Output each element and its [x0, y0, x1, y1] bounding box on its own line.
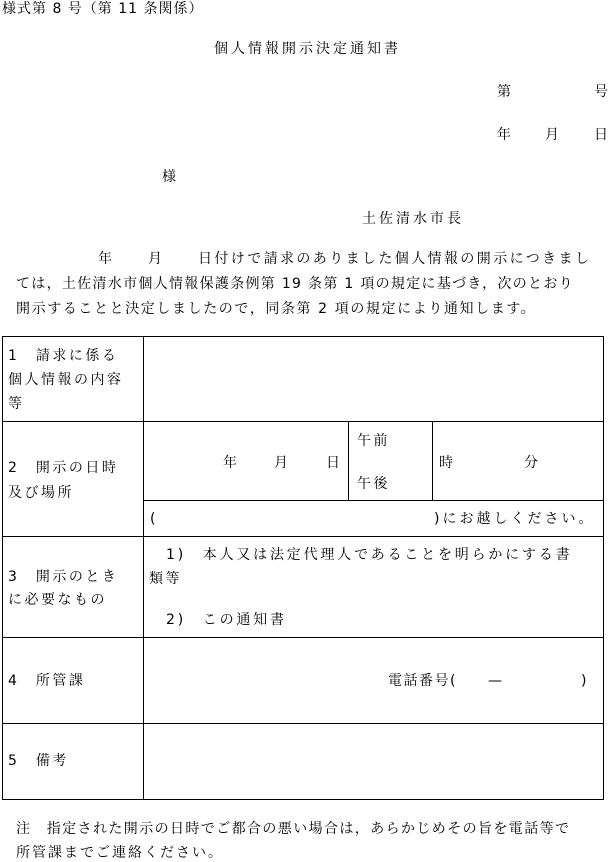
row2-ampm-cell[interactable] — [348, 421, 433, 501]
row2-label-cell — [2, 421, 144, 537]
row4-label-cell — [2, 637, 144, 724]
row1-label-cell — [2, 336, 144, 422]
row3-content-cell[interactable] — [143, 536, 604, 638]
number-prefix: 第 — [497, 84, 514, 100]
row4-label: 4 所管課 — [8, 673, 86, 689]
recipient-suffix: 様 — [162, 169, 179, 185]
row3-item2: 2) この通知書 — [166, 612, 287, 628]
body-year: 年 — [98, 251, 115, 267]
row2-label-line1: 2 開示の日時 — [8, 460, 119, 476]
row2-label-line2: 及び場所 — [8, 485, 74, 501]
row5-label-cell — [2, 723, 144, 800]
date-day: 日 — [594, 127, 610, 143]
row5-content-cell[interactable] — [143, 723, 604, 800]
row2-day: 日 — [326, 455, 343, 471]
date-month: 月 — [545, 127, 562, 143]
issuer-name: 土佐清水市長 — [362, 211, 464, 227]
row3-label-line2: に必要なもの — [8, 592, 107, 608]
row2-hour: 時 — [439, 455, 456, 471]
number-suffix: 号 — [594, 84, 610, 100]
row3-item1-line2: 類等 — [149, 571, 182, 587]
body-line3: 開示することと決定しましたので，同条第 2 項の規定により通知します。 — [16, 301, 537, 317]
row4-content-cell[interactable] — [143, 637, 604, 724]
row5-label: 5 備考 — [8, 753, 69, 769]
row2-time-cell[interactable] — [432, 421, 604, 501]
form-number: 様式第 8 号（第 11 条関係） — [2, 1, 204, 17]
row4-phone: 電話番号( — ) — [388, 673, 588, 689]
row2-month: 月 — [274, 455, 291, 471]
body-month: 月 — [148, 251, 165, 267]
row2-minute: 分 — [524, 455, 541, 471]
row2-am: 午前 — [357, 433, 390, 449]
note-line1: 注 指定された開示の日時でご都合の悪い場合は，あらかじめその旨を電話等で — [16, 821, 571, 837]
document-title: 個人情報開示決定通知書 — [214, 41, 401, 57]
row2-place-cell[interactable] — [143, 500, 604, 537]
row1-label-line1: 1 請求に係る — [8, 348, 119, 364]
row2-place-close: )にお越しください。 — [434, 511, 596, 527]
row1-content-cell[interactable] — [143, 336, 604, 422]
date-year: 年 — [497, 127, 514, 143]
row3-label-line1: 3 開示のとき — [8, 569, 119, 585]
row2-place-open: ( — [150, 511, 158, 527]
row1-label-line3: 等 — [8, 396, 25, 412]
row2-pm: 午後 — [357, 476, 390, 492]
row3-item1-line1: 1) 本人又は法定代理人であることを明らかにする書 — [166, 547, 573, 563]
row1-label-line2: 個人情報の内容 — [8, 372, 124, 388]
body-line2: ては，土佐清水市個人情報保護条例第 19 条第 1 項の規定に基づき，次のとおり — [16, 276, 574, 292]
row2-date-cell[interactable] — [143, 421, 349, 501]
row2-year: 年 — [223, 455, 240, 471]
body-line1: 日付けで請求のありました個人情報の開示につきまし — [198, 251, 592, 267]
note-line2: 所管課までご連絡ください。 — [16, 845, 224, 861]
row3-label-cell — [2, 536, 144, 638]
